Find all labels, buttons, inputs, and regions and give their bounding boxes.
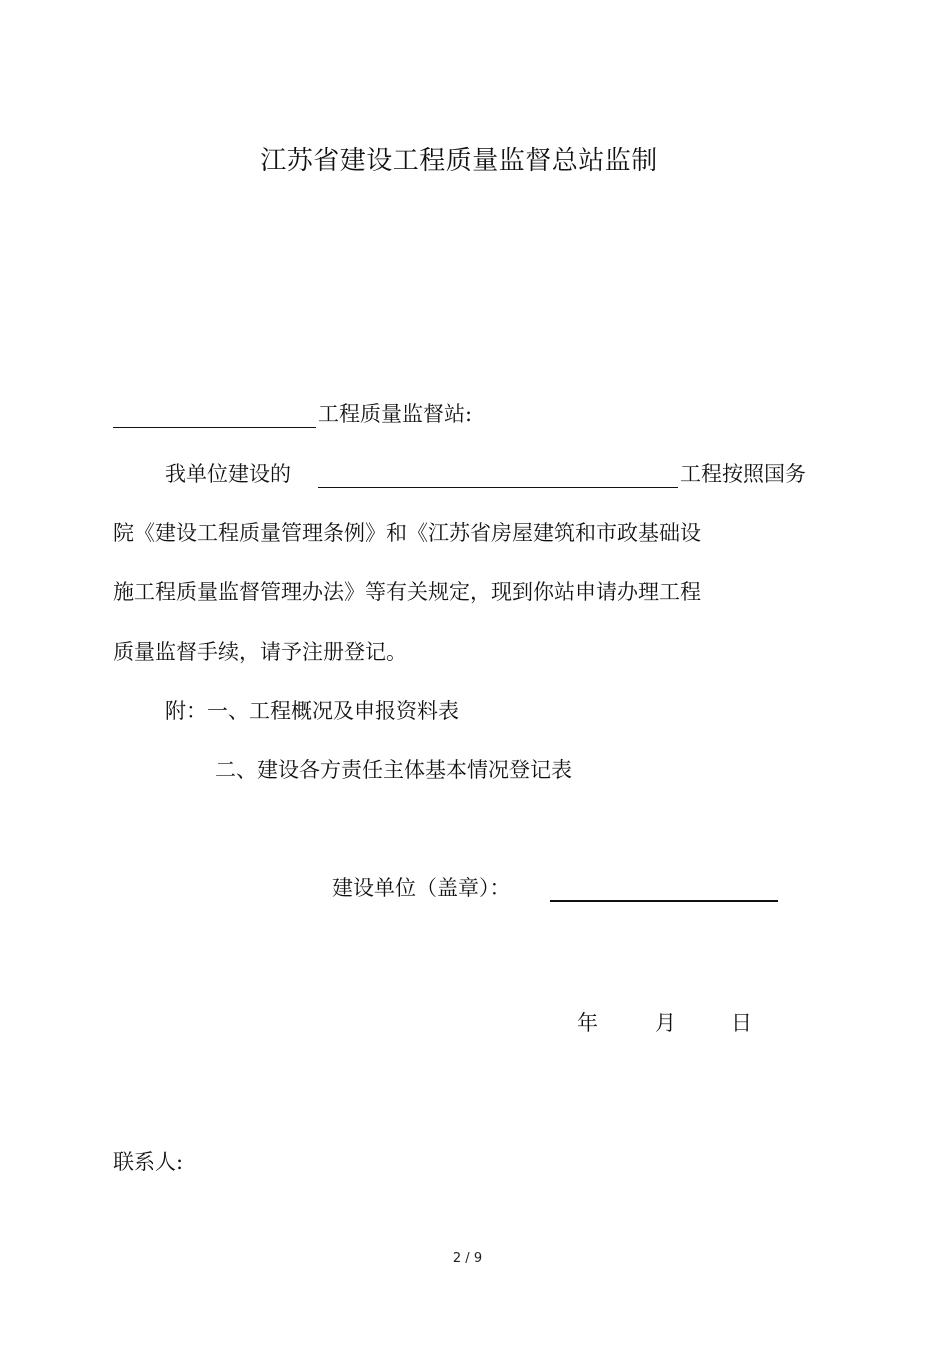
date-day: 日 bbox=[731, 1011, 752, 1035]
attachment-item-1: 附：一、工程概况及申报资料表 bbox=[165, 699, 459, 723]
construction-unit-seal-label: 建设单位（盖章）： bbox=[332, 876, 511, 900]
paragraph-line1-prefix: 我单位建设的 bbox=[165, 462, 291, 486]
date-year: 年 bbox=[577, 1011, 598, 1035]
contact-person-label: 联系人: bbox=[113, 1150, 184, 1174]
project-name-blank bbox=[318, 487, 678, 488]
paragraph-line3: 施工程质量监督管理办法》等有关规定，现到你站申请办理工程 bbox=[113, 580, 701, 604]
paragraph-line1-suffix: 工程按照国务 bbox=[680, 462, 806, 486]
seal-blank bbox=[550, 900, 778, 902]
document-title: 江苏省建设工程质量监督总站监制 bbox=[260, 146, 658, 176]
page-indicator: 2 / 9 bbox=[452, 1251, 483, 1266]
station-name-blank bbox=[113, 427, 316, 428]
paragraph-line2: 院《建设工程质量管理条例》和《江苏省房屋建筑和市政基础设 bbox=[113, 521, 701, 545]
date-month: 月 bbox=[655, 1011, 676, 1035]
attachment-item-2: 二、建设各方责任主体基本情况登记表 bbox=[215, 758, 572, 782]
addressee-suffix: 工程质量监督站: bbox=[318, 402, 473, 426]
paragraph-line4: 质量监督手续，请予注册登记。 bbox=[113, 640, 407, 664]
